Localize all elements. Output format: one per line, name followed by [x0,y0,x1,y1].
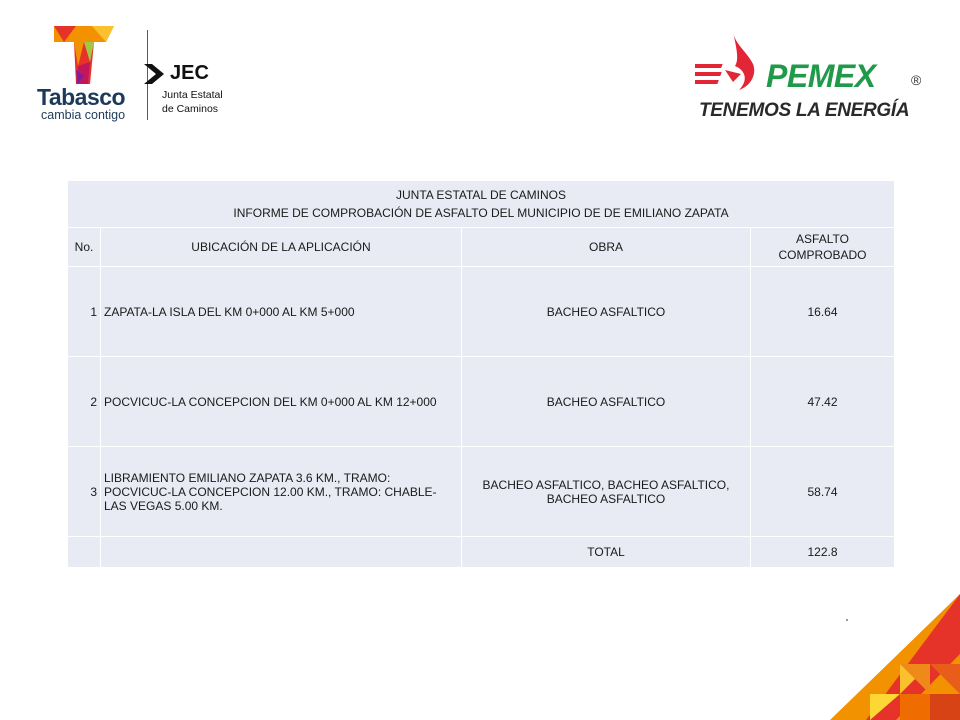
pemex-tagline: TENEMOS LA ENERGÍA [699,100,910,121]
total-row [68,537,895,568]
cell-obra: BACHEO ASFALTICO [462,357,751,447]
cell-no: 2 [68,357,101,447]
cell-ubicacion: POCVICUC-LA CONCEPCION DEL KM 0+000 AL KM 12+000 [101,357,462,447]
cell-asfalto: 16.64 [751,267,895,357]
cell-no: 3 [68,447,101,537]
total-value: 122.8 [751,537,895,568]
registered-mark: ® [911,72,922,88]
tabasco-logo [34,26,144,126]
cell-asfalto: 47.42 [751,357,895,447]
header-ubicacion: UBICACIÓN DE LA APLICACIÓN [101,228,462,267]
table-header-row [68,228,895,267]
title-line-1: JUNTA ESTATAL DE CAMINOS [395,188,567,202]
empty-cell [68,537,101,568]
cell-obra: BACHEO ASFALTICO, BACHEO ASFALTICO, BACHEO ASFALTICO [462,447,751,537]
header-no: No. [68,228,101,267]
pemex-name: PEMEX [766,58,876,94]
table-row [68,267,895,357]
asphalt-report-table [67,180,895,568]
table-title-row [68,181,895,228]
table-title [68,181,895,228]
jec-subtitle-line1: Junta Estatal [162,89,223,101]
pemex-eagle-icon [695,30,767,98]
cell-obra: BACHEO ASFALTICO [462,267,751,357]
jec-title: JEC [170,62,209,84]
empty-cell [101,537,462,568]
chevron-right-icon [142,62,166,86]
header-asfalto: ASFALTO COMPROBADO [751,228,895,267]
tabasco-t-icon [54,26,114,84]
header-obra: OBRA [462,228,751,267]
pemex-logo [695,30,935,126]
cell-asfalto: 58.74 [751,447,895,537]
title-line-2: INFORME DE COMPROBACIÓN DE ASFALTO DEL MUNICIPIO DE DE EMILIANO ZAPATA [233,206,729,220]
total-label: TOTAL [462,537,751,568]
table-row [68,357,895,447]
cell-no: 1 [68,267,101,357]
tabasco-name: Tabasco [37,84,126,110]
cell-ubicacion: LIBRAMIENTO EMILIANO ZAPATA 3.6 KM., TRAMO: POCVICUC-LA CONCEPCION 12.00 KM., TRAMO: CHABLE-LAS VEGAS 5.00 KM. [101,447,462,537]
jec-subtitle-line2: de Caminos [162,103,219,115]
tabasco-slogan: cambia contigo [41,108,126,122]
decorative-corner-graphic [830,594,960,720]
cell-ubicacion: ZAPATA-LA ISLA DEL KM 0+000 AL KM 5+000 [101,267,462,357]
table-row [68,447,895,537]
